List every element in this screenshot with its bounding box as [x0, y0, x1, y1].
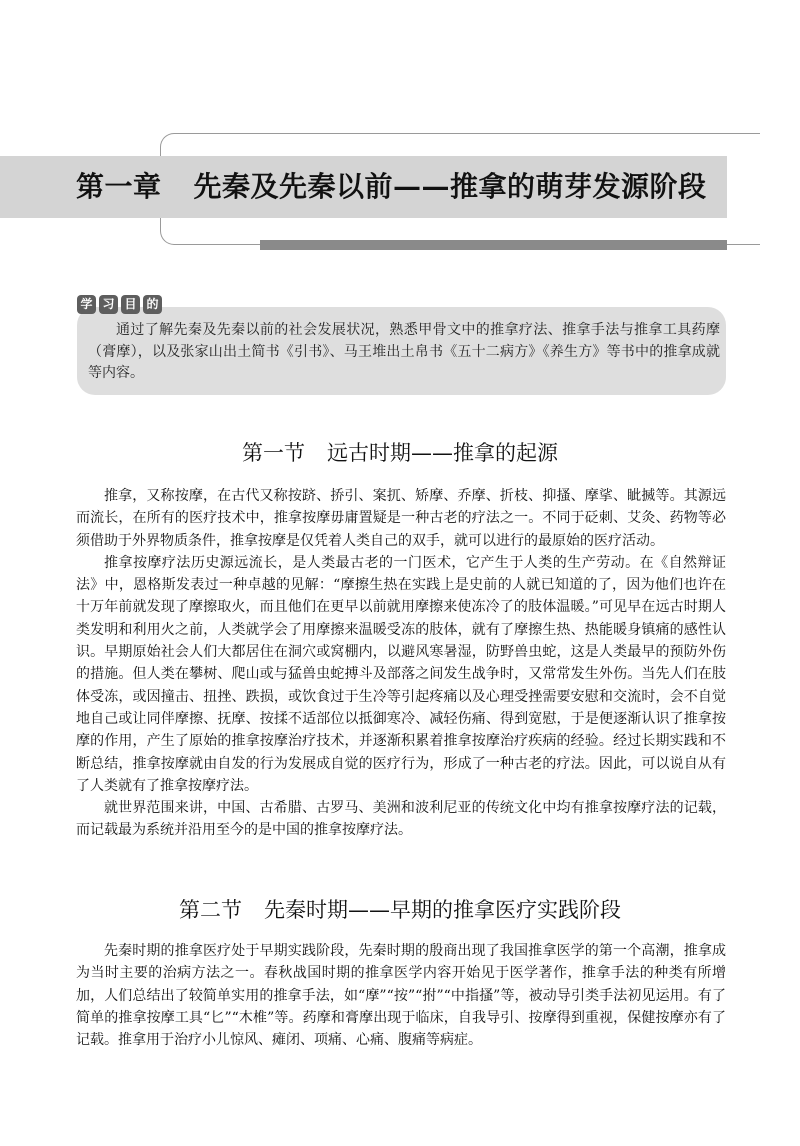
paragraph: 推拿按摩疗法历史源远流长，是人类最古老的一门医术，它产生于人类的生产劳动。在《自然辩证法》中，恩格斯发表过一种卓越的见解：“摩擦生热在实践上是史前的人就已知道的了，因为他们也许在十万年前就发现了摩擦取火，而且他们在更早以前就用摩擦来使冻冷了的肢体温暖。”可见早在远古时期人类发明和利用火之前，人类就学会了用摩擦来温暖受冻的肢体，就有了摩擦生热、热能暖身镇痛的感性认识。早期原始社会人们大都居住在洞穴或窝棚内，以避风寒暑湿，防野兽虫蛇，这是人类最早的预防外伤的措施。但人类在攀树、爬山或与猛兽虫蛇搏斗及部落之间发生战争时，又常常发生外伤。当先人们在肢体受冻，或因撞击、扭挫、跌损，或饮食过于生冷等引起疼痛以及心理受挫需要安慰和交流时，会不自觉地自己或让同伴摩擦、抚摩、按揉不适部位以抵御寒冷、减轻伤痛、得到宽慰，于是便逐渐认识了推拿按摩的作用，产生了原始的推拿按摩治疗技术，并逐渐积累着推拿按摩治疗疾病的经验。经过长期实践和不断总结，推拿按摩就由自发的行为发展成自觉的医疗行为，形成了一种古老的疗法。因此，可以说自从有了人类就有了推拿按摩疗法。 — [76, 554, 726, 794]
paragraph: 先秦时期的推拿医疗处于早期实践阶段，先秦时期的殷商出现了我国推拿医学的第一个高潮，推拿成为当时主要的治病方法之一。春秋战国时期的推拿医学内容开始见于医学著作，推拿手法的种类有所增加，人们总结出了较简单实用的推拿手法，如“摩”“按”“拊”“中指搔”等，被动导引类手法初见运用。有了简单的推拿按摩工具“匕”“木椎”等。药摩和膏摩出现于临床，自我导引、按摩得到重视，保健按摩亦有了记载。推拿用于治疗小儿惊风、瘫闭、项痛、心痛、腹痛等病症。 — [76, 943, 726, 1049]
section-1-number: 第一节 — [242, 441, 305, 465]
paragraph: 推拿，又称按摩，在古代又称按跻、挢引、案扤、矫摩、乔摩、折枝、抑搔、摩挲、眦搣等。其源远而流长，在所有的医疗技术中，推拿按摩毋庸置疑是一种古老的疗法之一。不同于砭刺、艾灸、药物等必须借助于外界物质条件，推拿按摩是仅凭着人类自己的双手，就可以进行的最原始的医疗活动。 — [76, 488, 726, 549]
objectives-tag-char: 的 — [143, 295, 162, 314]
chapter-title — [76, 156, 707, 218]
objectives-tag-char: 习 — [99, 295, 118, 314]
objectives-paragraph: 通过了解先秦及先秦以前的社会发展状况，熟悉甲骨文中的推拿疗法、推拿手法与推拿工具药摩（膏摩），以及张家山出土简书《引书》、马王堆出土帛书《五十二病方》《养生方》等书中的推拿成就等内容。 — [88, 322, 720, 381]
section-1-title: 远古时期——推拿的起源 — [327, 441, 558, 465]
learning-objectives-text — [88, 320, 720, 385]
chapter-underline-bar — [260, 240, 727, 250]
objectives-tag-char: 目 — [121, 295, 140, 314]
section-2-body — [76, 940, 726, 1051]
chapter-number: 第一章 — [76, 170, 162, 203]
section-1-body — [76, 485, 726, 842]
chapter-title-text: 先秦及先秦以前——推拿的萌芽发源阶段 — [193, 170, 707, 203]
section-2-title: 先秦时期——早期的推拿医疗实践阶段 — [264, 898, 621, 922]
learning-objectives-tag — [77, 295, 162, 314]
section-2-number: 第二节 — [179, 898, 242, 922]
objectives-tag-char: 学 — [77, 295, 96, 314]
section-2-heading — [0, 894, 800, 924]
paragraph: 就世界范围来讲，中国、古希腊、古罗马、美洲和波利尼亚的传统文化中均有推拿按摩疗法的记载，而记载最为系统并沿用至今的是中国的推拿按摩疗法。 — [76, 800, 726, 839]
section-1-heading — [0, 437, 800, 467]
